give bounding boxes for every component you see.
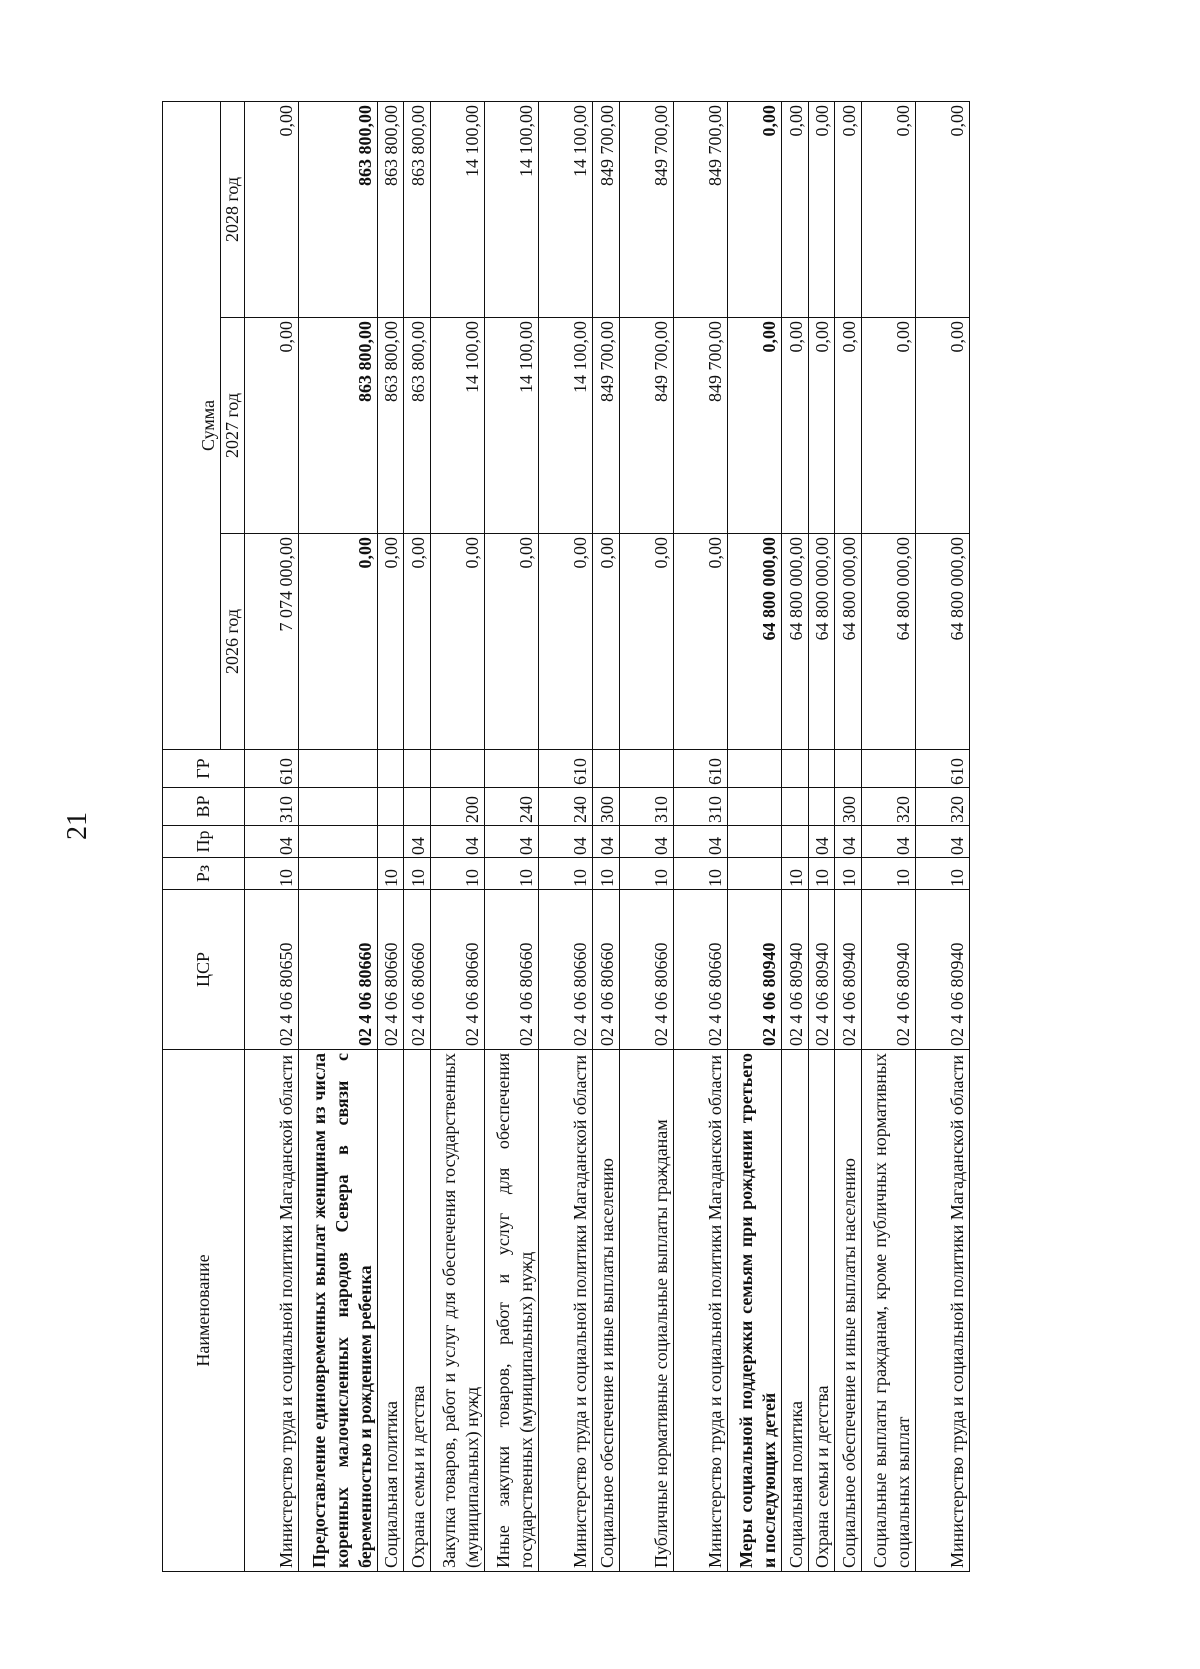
row-csr: 02 4 06 80660	[619, 890, 673, 1050]
header-pr: Пр	[163, 826, 245, 858]
row-gr	[835, 750, 862, 788]
row-pr	[727, 826, 781, 858]
row-vr	[299, 788, 378, 826]
row-sum-2028: 0,00	[915, 101, 969, 317]
row-name: Министерство труда и социальной политики Магаданской области	[673, 1050, 727, 1572]
row-pr: 04	[835, 826, 862, 858]
table-row	[619, 101, 673, 1571]
row-pr: 04	[619, 826, 673, 858]
row-sum-2026: 0,00	[593, 534, 620, 750]
row-sum-2027: 0,00	[782, 318, 809, 534]
row-sum-2028: 14 100,00	[484, 101, 538, 317]
row-sum-2026: 0,00	[484, 534, 538, 750]
header-2027: 2027 год	[221, 318, 245, 534]
row-sum-2028: 14 100,00	[538, 101, 592, 317]
row-vr	[727, 788, 781, 826]
row-vr: 300	[835, 788, 862, 826]
row-name: Предоставление единовременных выплат женщинам из числа коренных малочисленных народов Севера в связи с беременностью и рождением ребенка	[299, 1050, 378, 1572]
row-gr: 610	[538, 750, 592, 788]
row-gr	[727, 750, 781, 788]
row-gr	[430, 750, 484, 788]
row-gr: 610	[915, 750, 969, 788]
header-gr: ГР	[163, 750, 245, 788]
row-pr: 04	[915, 826, 969, 858]
row-vr: 310	[245, 788, 299, 826]
row-vr: 240	[538, 788, 592, 826]
row-vr: 320	[861, 788, 915, 826]
row-sum-2028: 863 800,00	[404, 101, 431, 317]
row-rz: 10	[835, 858, 862, 890]
row-vr	[782, 788, 809, 826]
row-sum-2026: 0,00	[404, 534, 431, 750]
row-pr: 04	[593, 826, 620, 858]
row-sum-2026: 0,00	[619, 534, 673, 750]
row-sum-2026: 0,00	[430, 534, 484, 750]
rotated-table-area	[162, 102, 970, 1572]
row-sum-2027: 849 700,00	[619, 318, 673, 534]
row-sum-2028: 849 700,00	[619, 101, 673, 317]
row-sum-2027: 0,00	[245, 318, 299, 534]
row-rz: 10	[808, 858, 835, 890]
row-rz: 10	[484, 858, 538, 890]
row-sum-2027: 14 100,00	[538, 318, 592, 534]
row-sum-2027: 0,00	[727, 318, 781, 534]
row-rz: 10	[377, 858, 404, 890]
row-name: Министерство труда и социальной политики Магаданской области	[915, 1050, 969, 1572]
row-name: Закупка товаров, работ и услуг для обеспечения государственных (муниципальных) нужд	[430, 1050, 484, 1572]
row-rz: 10	[404, 858, 431, 890]
row-rz: 10	[430, 858, 484, 890]
row-pr: 04	[808, 826, 835, 858]
row-sum-2026: 0,00	[299, 534, 378, 750]
table-row	[861, 101, 915, 1571]
table-row	[299, 101, 378, 1571]
page-number: 21	[62, 812, 93, 840]
header-2026: 2026 год	[221, 534, 245, 750]
row-csr: 02 4 06 80940	[727, 890, 781, 1050]
header-rz: Рз	[163, 858, 245, 890]
row-gr	[861, 750, 915, 788]
row-pr: 04	[538, 826, 592, 858]
row-gr	[808, 750, 835, 788]
row-vr	[377, 788, 404, 826]
table-row	[782, 101, 809, 1571]
row-pr	[782, 826, 809, 858]
row-csr: 02 4 06 80660	[593, 890, 620, 1050]
row-name: Социальные выплаты гражданам, кроме публичных нормативных социальных выплат	[861, 1050, 915, 1572]
row-name: Социальная политика	[377, 1050, 404, 1572]
row-rz: 10	[538, 858, 592, 890]
budget-table	[162, 101, 970, 1572]
row-name: Социальное обеспечение и иные выплаты населению	[835, 1050, 862, 1572]
row-name: Публичные нормативные социальные выплаты гражданам	[619, 1050, 673, 1572]
row-gr	[484, 750, 538, 788]
row-rz: 10	[861, 858, 915, 890]
row-sum-2026: 64 800 000,00	[835, 534, 862, 750]
row-name: Социальное обеспечение и иные выплаты населению	[593, 1050, 620, 1572]
row-sum-2027: 0,00	[861, 318, 915, 534]
row-csr: 02 4 06 80660	[404, 890, 431, 1050]
table-row	[835, 101, 862, 1571]
header-row	[163, 101, 221, 1571]
row-vr: 300	[593, 788, 620, 826]
header-sum: Сумма	[163, 101, 221, 749]
table-body	[245, 101, 970, 1571]
row-gr	[404, 750, 431, 788]
row-csr: 02 4 06 80660	[538, 890, 592, 1050]
row-vr: 240	[484, 788, 538, 826]
row-csr: 02 4 06 80940	[782, 890, 809, 1050]
row-sum-2028: 0,00	[835, 101, 862, 317]
row-sum-2027: 849 700,00	[673, 318, 727, 534]
table-row	[404, 101, 431, 1571]
row-sum-2028: 0,00	[782, 101, 809, 317]
row-name: Социальная политика	[782, 1050, 809, 1572]
row-csr: 02 4 06 80940	[808, 890, 835, 1050]
table-row	[808, 101, 835, 1571]
header-csr: ЦСР	[163, 890, 245, 1050]
table-row	[673, 101, 727, 1571]
table-row	[484, 101, 538, 1571]
row-csr: 02 4 06 80660	[673, 890, 727, 1050]
row-sum-2027: 0,00	[808, 318, 835, 534]
row-gr: 610	[245, 750, 299, 788]
row-pr: 04	[430, 826, 484, 858]
row-sum-2027: 849 700,00	[593, 318, 620, 534]
row-rz: 10	[245, 858, 299, 890]
row-csr: 02 4 06 80940	[861, 890, 915, 1050]
row-pr: 04	[245, 826, 299, 858]
table-row	[377, 101, 404, 1571]
row-sum-2027: 0,00	[915, 318, 969, 534]
row-pr	[377, 826, 404, 858]
row-sum-2027: 863 800,00	[299, 318, 378, 534]
row-sum-2026: 64 800 000,00	[861, 534, 915, 750]
row-pr: 04	[404, 826, 431, 858]
row-pr: 04	[484, 826, 538, 858]
row-sum-2026: 0,00	[377, 534, 404, 750]
row-name: Министерство труда и социальной политики Магаданской области	[245, 1050, 299, 1572]
row-vr	[808, 788, 835, 826]
row-sum-2027: 14 100,00	[430, 318, 484, 534]
row-vr	[404, 788, 431, 826]
row-vr: 310	[619, 788, 673, 826]
table-row	[915, 101, 969, 1571]
row-gr: 610	[673, 750, 727, 788]
row-gr	[619, 750, 673, 788]
row-csr: 02 4 06 80660	[484, 890, 538, 1050]
table-row	[430, 101, 484, 1571]
row-rz: 10	[619, 858, 673, 890]
table-row	[245, 101, 299, 1571]
row-gr	[299, 750, 378, 788]
row-csr: 02 4 06 80660	[377, 890, 404, 1050]
header-2028: 2028 год	[221, 101, 245, 317]
row-name: Охрана семьи и детства	[808, 1050, 835, 1572]
row-sum-2028: 0,00	[808, 101, 835, 317]
row-vr: 200	[430, 788, 484, 826]
row-sum-2026: 0,00	[673, 534, 727, 750]
row-sum-2028: 863 800,00	[299, 101, 378, 317]
row-sum-2027: 14 100,00	[484, 318, 538, 534]
row-name: Меры социальной поддержки семьям при рождении третьего и последующих детей	[727, 1050, 781, 1572]
row-csr: 02 4 06 80660	[299, 890, 378, 1050]
row-sum-2028: 849 700,00	[673, 101, 727, 317]
row-rz: 10	[673, 858, 727, 890]
row-sum-2028: 849 700,00	[593, 101, 620, 317]
row-pr: 04	[673, 826, 727, 858]
row-sum-2026: 0,00	[538, 534, 592, 750]
row-csr: 02 4 06 80940	[915, 890, 969, 1050]
row-sum-2028: 14 100,00	[430, 101, 484, 317]
row-rz	[727, 858, 781, 890]
row-sum-2026: 64 800 000,00	[808, 534, 835, 750]
row-csr: 02 4 06 80660	[430, 890, 484, 1050]
row-name: Иные закупки товаров, работ и услуг для обеспечения государственных (муниципальных) нужд	[484, 1050, 538, 1572]
row-sum-2026: 7 074 000,00	[245, 534, 299, 750]
row-rz: 10	[593, 858, 620, 890]
row-sum-2027: 0,00	[835, 318, 862, 534]
row-rz	[299, 858, 378, 890]
row-pr: 04	[861, 826, 915, 858]
row-gr	[377, 750, 404, 788]
row-sum-2026: 64 800 000,00	[915, 534, 969, 750]
row-name: Министерство труда и социальной политики Магаданской области	[538, 1050, 592, 1572]
header-name: Наименование	[163, 1050, 245, 1572]
row-gr	[782, 750, 809, 788]
row-rz: 10	[915, 858, 969, 890]
row-sum-2027: 863 800,00	[404, 318, 431, 534]
table-row	[593, 101, 620, 1571]
row-sum-2026: 64 800 000,00	[727, 534, 781, 750]
table-row	[727, 101, 781, 1571]
row-pr	[299, 826, 378, 858]
row-sum-2028: 0,00	[861, 101, 915, 317]
row-name: Охрана семьи и детства	[404, 1050, 431, 1572]
row-sum-2028: 0,00	[245, 101, 299, 317]
row-sum-2028: 0,00	[727, 101, 781, 317]
row-csr: 02 4 06 80940	[835, 890, 862, 1050]
row-csr: 02 4 06 80650	[245, 890, 299, 1050]
row-rz: 10	[782, 858, 809, 890]
row-sum-2027: 863 800,00	[377, 318, 404, 534]
table-row	[538, 101, 592, 1571]
header-vr: ВР	[163, 788, 245, 826]
row-vr: 310	[673, 788, 727, 826]
row-sum-2026: 64 800 000,00	[782, 534, 809, 750]
row-sum-2028: 863 800,00	[377, 101, 404, 317]
row-vr: 320	[915, 788, 969, 826]
row-gr	[593, 750, 620, 788]
